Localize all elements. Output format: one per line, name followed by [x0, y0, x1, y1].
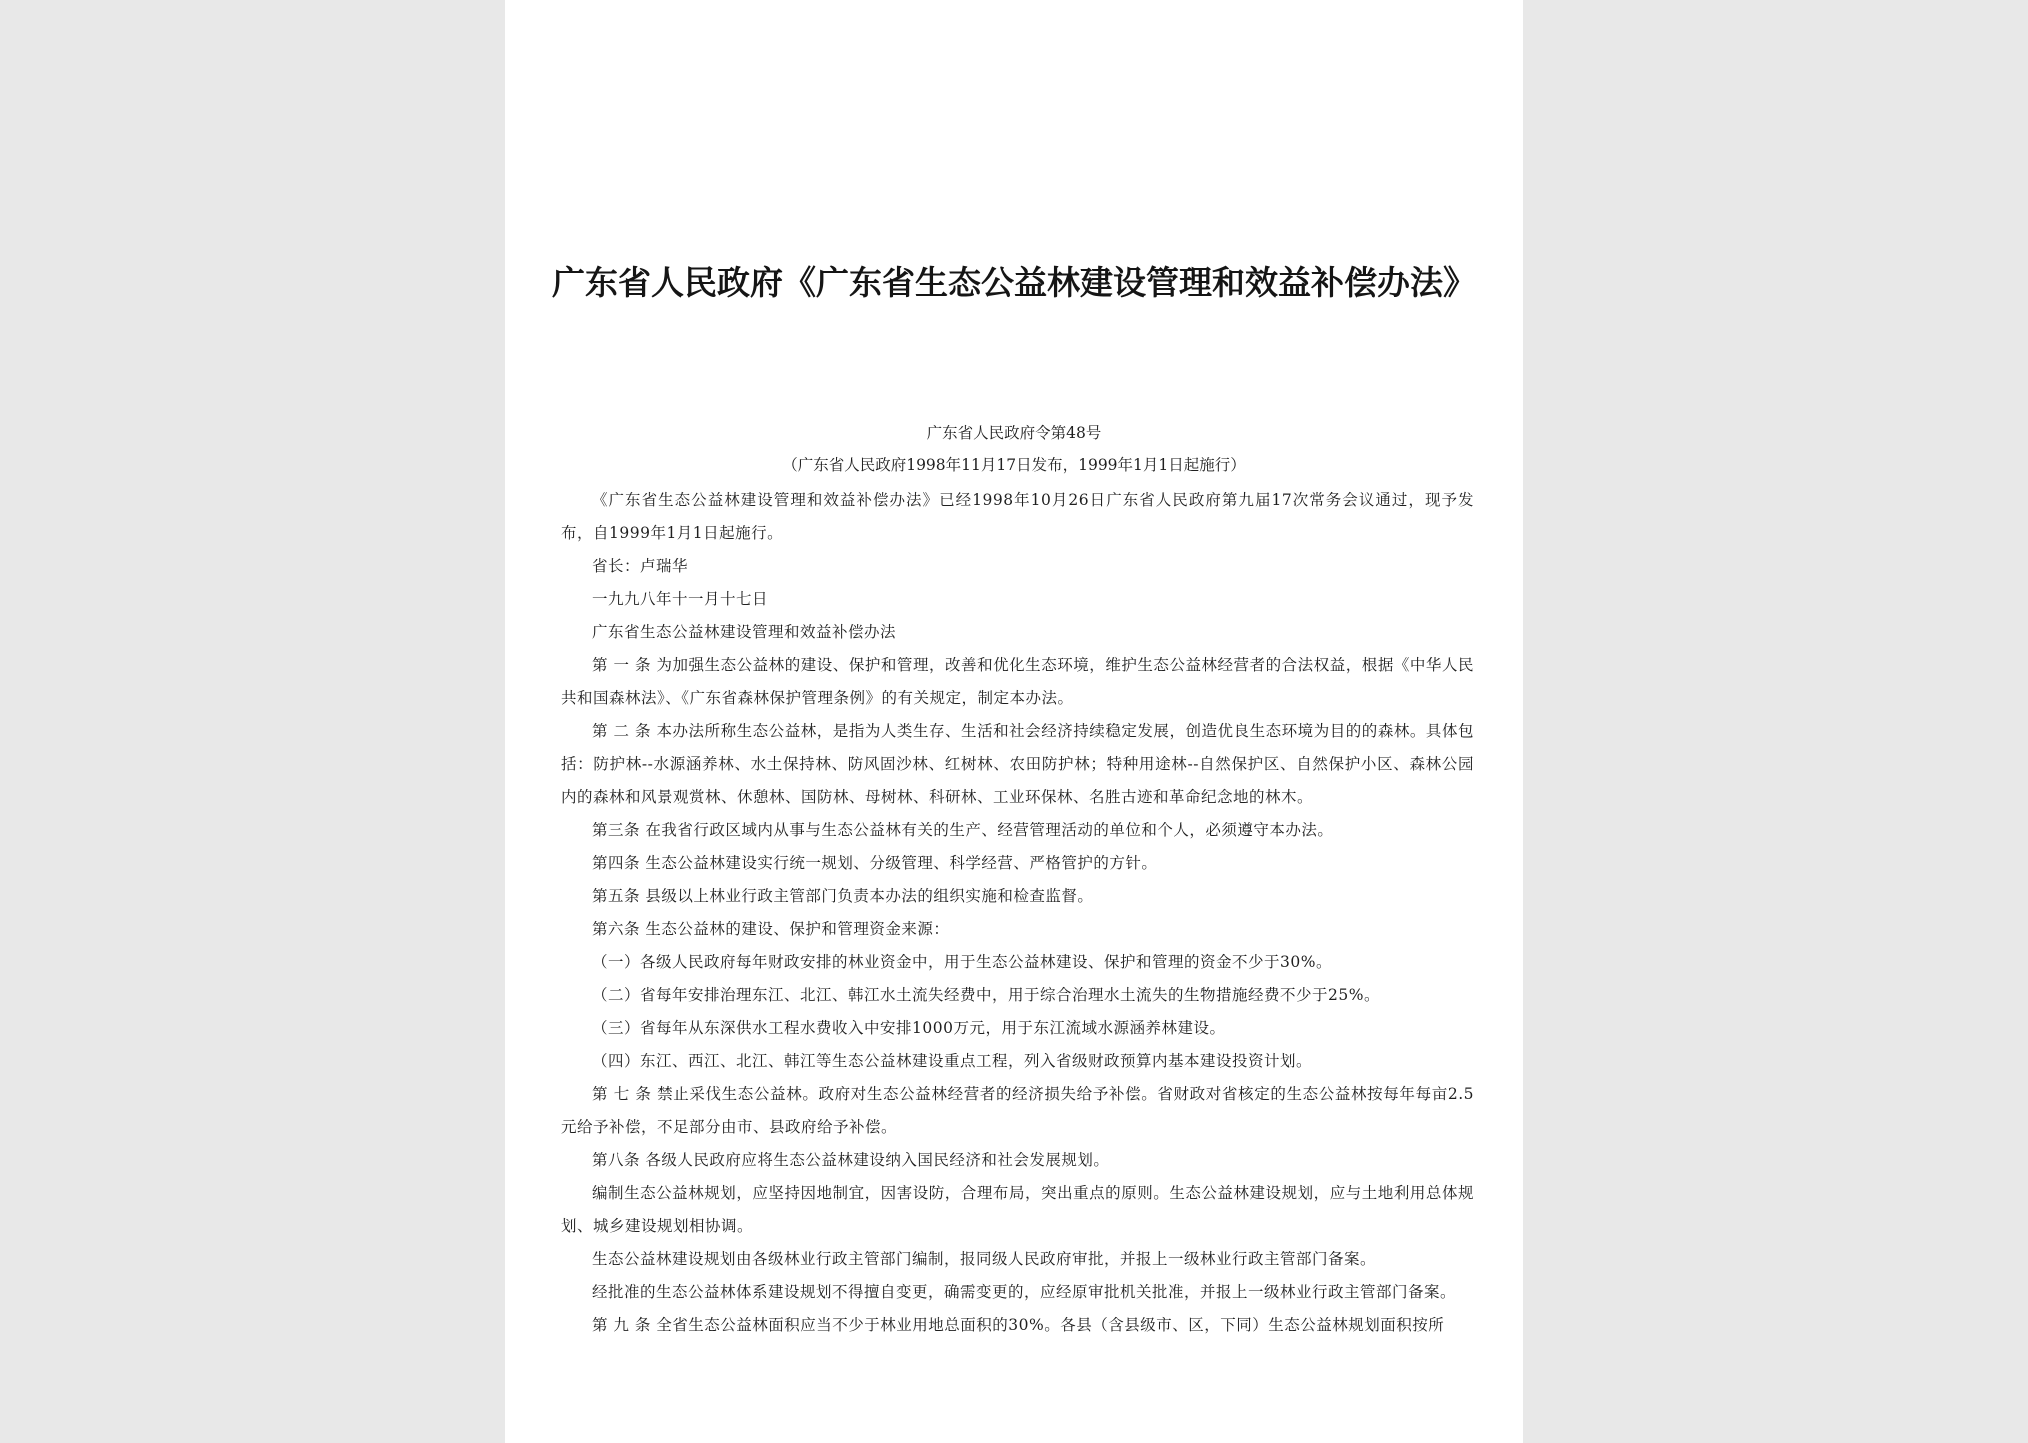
- paragraph-article-8-approval: 生态公益林建设规划由各级林业行政主管部门编制，报同级人民政府审批，并报上一级林业行政主管部门备案。: [592, 1250, 1377, 1268]
- paragraph-article-8: 第八条 各级人民政府应将生态公益林建设纳入国民经济和社会发展规划。: [592, 1151, 1110, 1169]
- paragraph-regulation-title: 广东省生态公益林建设管理和效益补偿办法: [592, 623, 897, 641]
- paragraph-article-6-item-3: （三）省每年从东深供水工程水费收入中安排1000万元，用于东江流域水源涵养林建设。: [592, 1019, 1226, 1037]
- paragraph-article-3: 第三条 在我省行政区域内从事与生态公益林有关的生产、经营管理活动的单位和个人，必须遵守本办法。: [592, 821, 1334, 839]
- paragraph-date: 一九九八年十一月十七日: [592, 590, 769, 608]
- paragraph-article-5: 第五条 县级以上林业行政主管部门负责本办法的组织实施和检查监督。: [592, 887, 1094, 905]
- paragraph-governor: 省长：卢瑞华: [592, 557, 689, 575]
- paragraph-article-6-item-2: （二）省每年安排治理东江、北江、韩江水土流失经费中，用于综合治理水土流失的生物措施经费不少于25%。: [592, 986, 1380, 1004]
- document-page: [505, 0, 1523, 1443]
- paragraph-announcement: 《广东省生态公益林建设管理和效益补偿办法》已经1998年10月26日广东省人民政府第九届17次常务会议通过，现予发布，自1999年1月1日起施行。: [561, 491, 1474, 542]
- paragraph-article-8-change: 经批准的生态公益林体系建设规划不得擅自变更，确需变更的，应经原审批机关批准，并报上一级林业行政主管部门备案。: [592, 1283, 1457, 1301]
- paragraph-article-1: 第 一 条 为加强生态公益林的建设、保护和管理，改善和优化生态环境，维护生态公益林经营者的合法权益，根据《中华人民共和国森林法》、《广东省森林保护管理条例》的有关规定，制定本办法。: [561, 656, 1474, 707]
- publish-info: （广东省人民政府1998年11月17日发布，1999年1月1日起施行）: [782, 456, 1246, 474]
- document-body: [561, 484, 1474, 1342]
- paragraph-article-9: 第 九 条 全省生态公益林面积应当不少于林业用地总面积的30%。各县（含县级市、区，下同）生态公益林规划面积按所: [592, 1316, 1445, 1334]
- paragraph-article-7: 第 七 条 禁止采伐生态公益林。政府对生态公益林经营者的经济损失给予补偿。省财政对省核定的生态公益林按每年每亩2.5元给予补偿，不足部分由市、县政府给予补偿。: [561, 1085, 1474, 1136]
- paragraph-article-8-planning: 编制生态公益林规划，应坚持因地制宜，因害设防，合理布局，突出重点的原则。生态公益林建设规划，应与土地利用总体规划、城乡建设规划相协调。: [561, 1184, 1474, 1235]
- paragraph-article-6: 第六条 生态公益林的建设、保护和管理资金来源：: [592, 920, 950, 938]
- paragraph-article-4: 第四条 生态公益林建设实行统一规划、分级管理、科学经营、严格管护的方针。: [592, 854, 1158, 872]
- decree-number: 广东省人民政府令第48号: [926, 424, 1102, 442]
- paragraph-article-6-item-4: （四）东江、西江、北江、韩江等生态公益林建设重点工程，列入省级财政预算内基本建设投资计划。: [592, 1052, 1313, 1070]
- paragraph-article-6-item-1: （一）各级人民政府每年财政安排的林业资金中，用于生态公益林建设、保护和管理的资金不少于30%。: [592, 953, 1332, 971]
- paragraph-article-2: 第 二 条 本办法所称生态公益林，是指为人类生存、生活和社会经济持续稳定发展，创造优良生态环境为目的的森林。具体包括：防护林--水源涵养林、水土保持林、防风固沙林、红树林、农田防护林；特种用途林--自然保护区、自然保护小区、森林公园内的森林和风景观赏林、休憩林、国防林、母树林、科研林、工业环保林、名胜古迹和革命纪念地的林木。: [561, 722, 1474, 806]
- document-title: 广东省人民政府《广东省生态公益林建设管理和效益补偿办法》: [552, 263, 1476, 302]
